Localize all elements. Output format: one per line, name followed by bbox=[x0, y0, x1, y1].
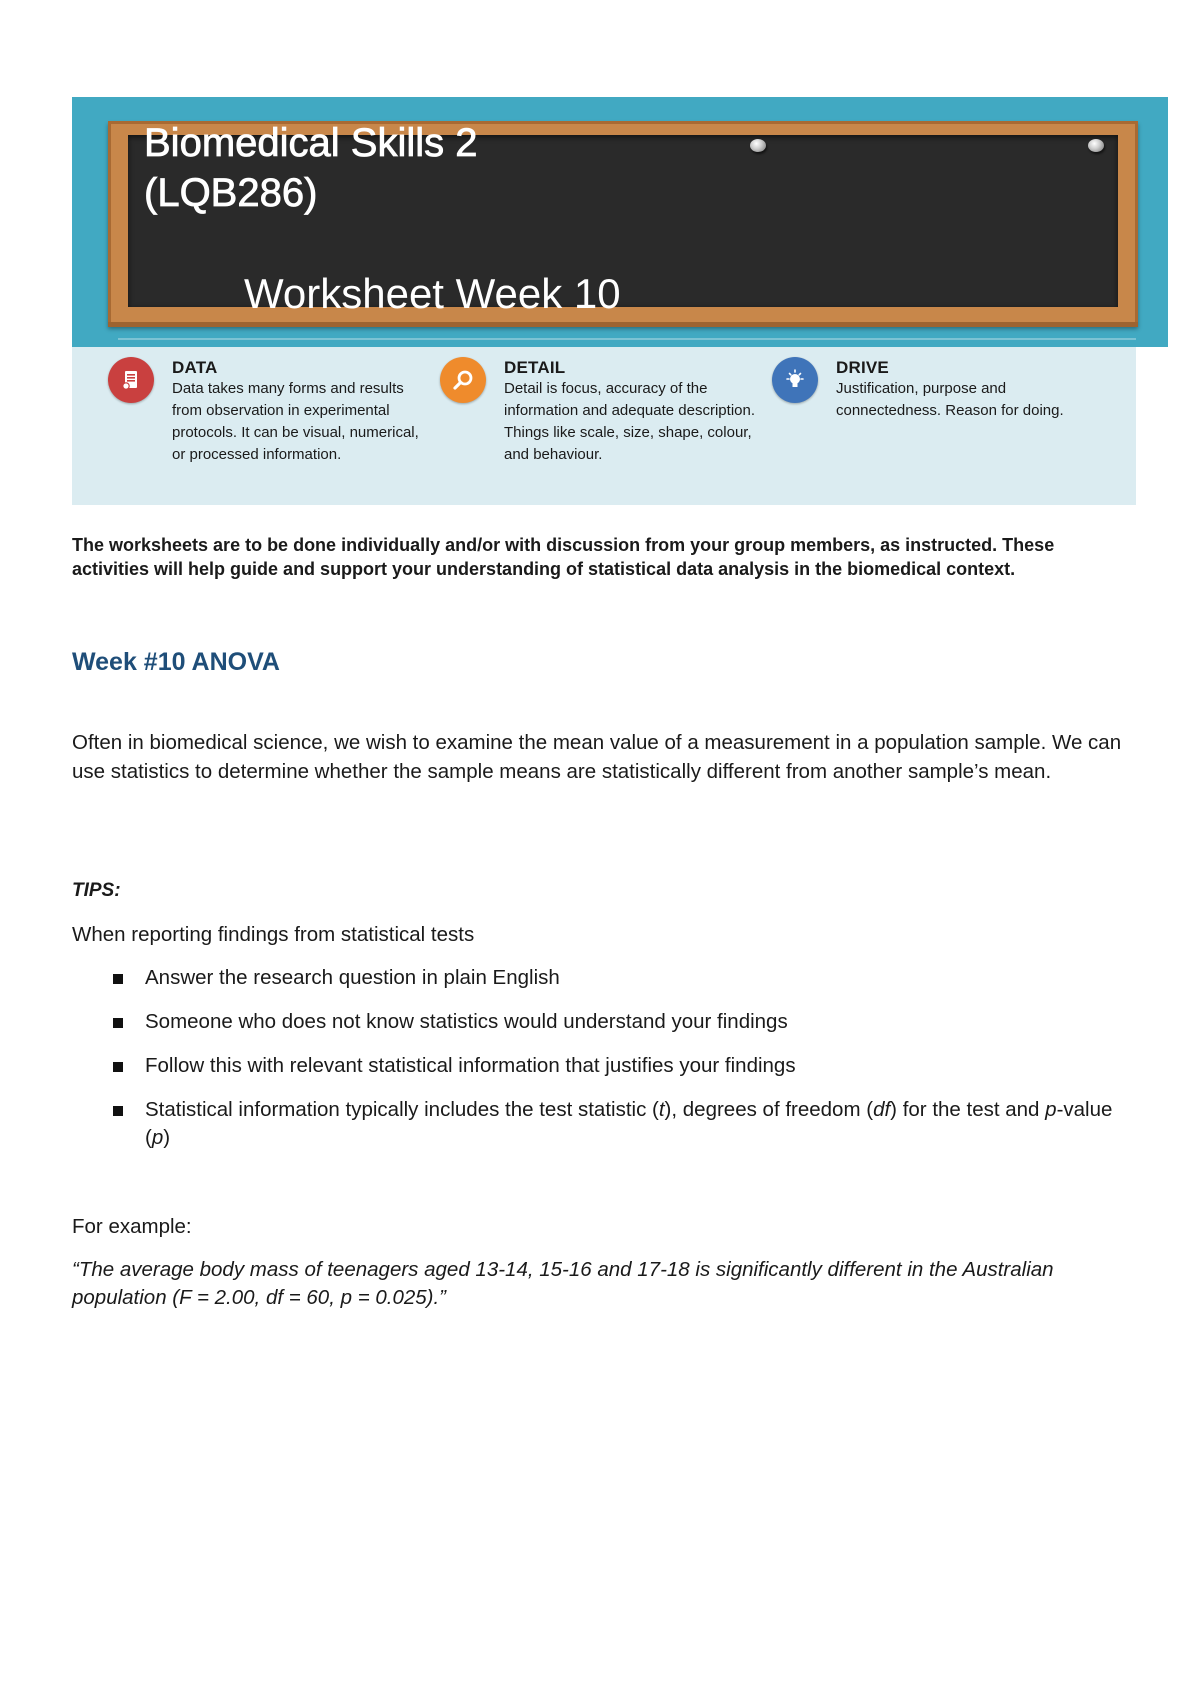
pillar-detail-body: Detail is focus, accuracy of the information and adequate description. Things like scale, size, shape, colour, and behaviour. bbox=[504, 380, 756, 463]
tips-lead: When reporting findings from statistical tests bbox=[72, 923, 475, 946]
course-title bbox=[144, 118, 704, 218]
pillar-data bbox=[172, 358, 427, 466]
pillar-detail bbox=[504, 358, 759, 466]
tip-text: Answer the research question in plain English bbox=[145, 966, 560, 989]
pin-icon bbox=[1088, 139, 1104, 152]
pillar-detail-title: DETAIL bbox=[504, 358, 566, 377]
chalkboard-tray bbox=[108, 322, 1138, 327]
pillar-data-title: DATA bbox=[172, 358, 218, 377]
list-item bbox=[110, 964, 1140, 992]
pillar-drive bbox=[836, 358, 1091, 422]
worksheet-title: Worksheet Week 10 bbox=[244, 270, 621, 317]
tips-list bbox=[110, 964, 1140, 1168]
magnifier-icon bbox=[440, 357, 486, 403]
course-title-line1: Biomedical Skills 2 bbox=[144, 121, 478, 165]
pillar-data-body: Data takes many forms and results from observation in experimental protocols. It can be visual, numerical, or processed information. bbox=[172, 380, 419, 463]
bullet-icon bbox=[113, 1062, 123, 1072]
pillar-drive-title: DRIVE bbox=[836, 358, 889, 377]
example-quote: “The average body mass of teenagers aged 13-14, 15-16 and 17-18 is significantly different in the Australian population (F = 2.00, df = 60, p = 0.025).” bbox=[72, 1258, 1054, 1309]
bullet-icon bbox=[113, 1106, 123, 1116]
example-label: For example: bbox=[72, 1215, 192, 1238]
section-heading: Week #10 ANOVA bbox=[72, 648, 280, 676]
course-code: (LQB286) bbox=[144, 171, 318, 215]
bullet-icon bbox=[113, 974, 123, 984]
pin-icon bbox=[750, 139, 766, 152]
list-item bbox=[110, 1096, 1140, 1152]
tip-text: Follow this with relevant statistical information that justifies your findings bbox=[145, 1054, 796, 1077]
strip-divider bbox=[118, 338, 1136, 340]
document-icon bbox=[108, 357, 154, 403]
intro-paragraph: Often in biomedical science, we wish to examine the mean value of a measurement in a population sample. We can use statistics to determine whether the sample means are statistically different from another sample’s mean. bbox=[72, 731, 1122, 783]
tip-text: Someone who does not know statistics would understand your findings bbox=[145, 1010, 788, 1033]
tip-text: Statistical information typically includes the test statistic (t), degrees of freedom (df) for the test and p-value (p) bbox=[145, 1098, 1113, 1149]
list-item bbox=[110, 1052, 1140, 1080]
tips-label: TIPS: bbox=[72, 880, 121, 901]
lightbulb-icon bbox=[772, 357, 818, 403]
intro-text: The worksheets are to be done individually and/or with discussion from your group members, as instructed. These activities will help guide and support your understanding of statistical data analysis in the biomedical context. bbox=[72, 535, 1055, 579]
bullet-icon bbox=[113, 1018, 123, 1028]
list-item bbox=[110, 1008, 1140, 1036]
pillar-drive-body: Justification, purpose and connectedness. Reason for doing. bbox=[836, 380, 1064, 419]
